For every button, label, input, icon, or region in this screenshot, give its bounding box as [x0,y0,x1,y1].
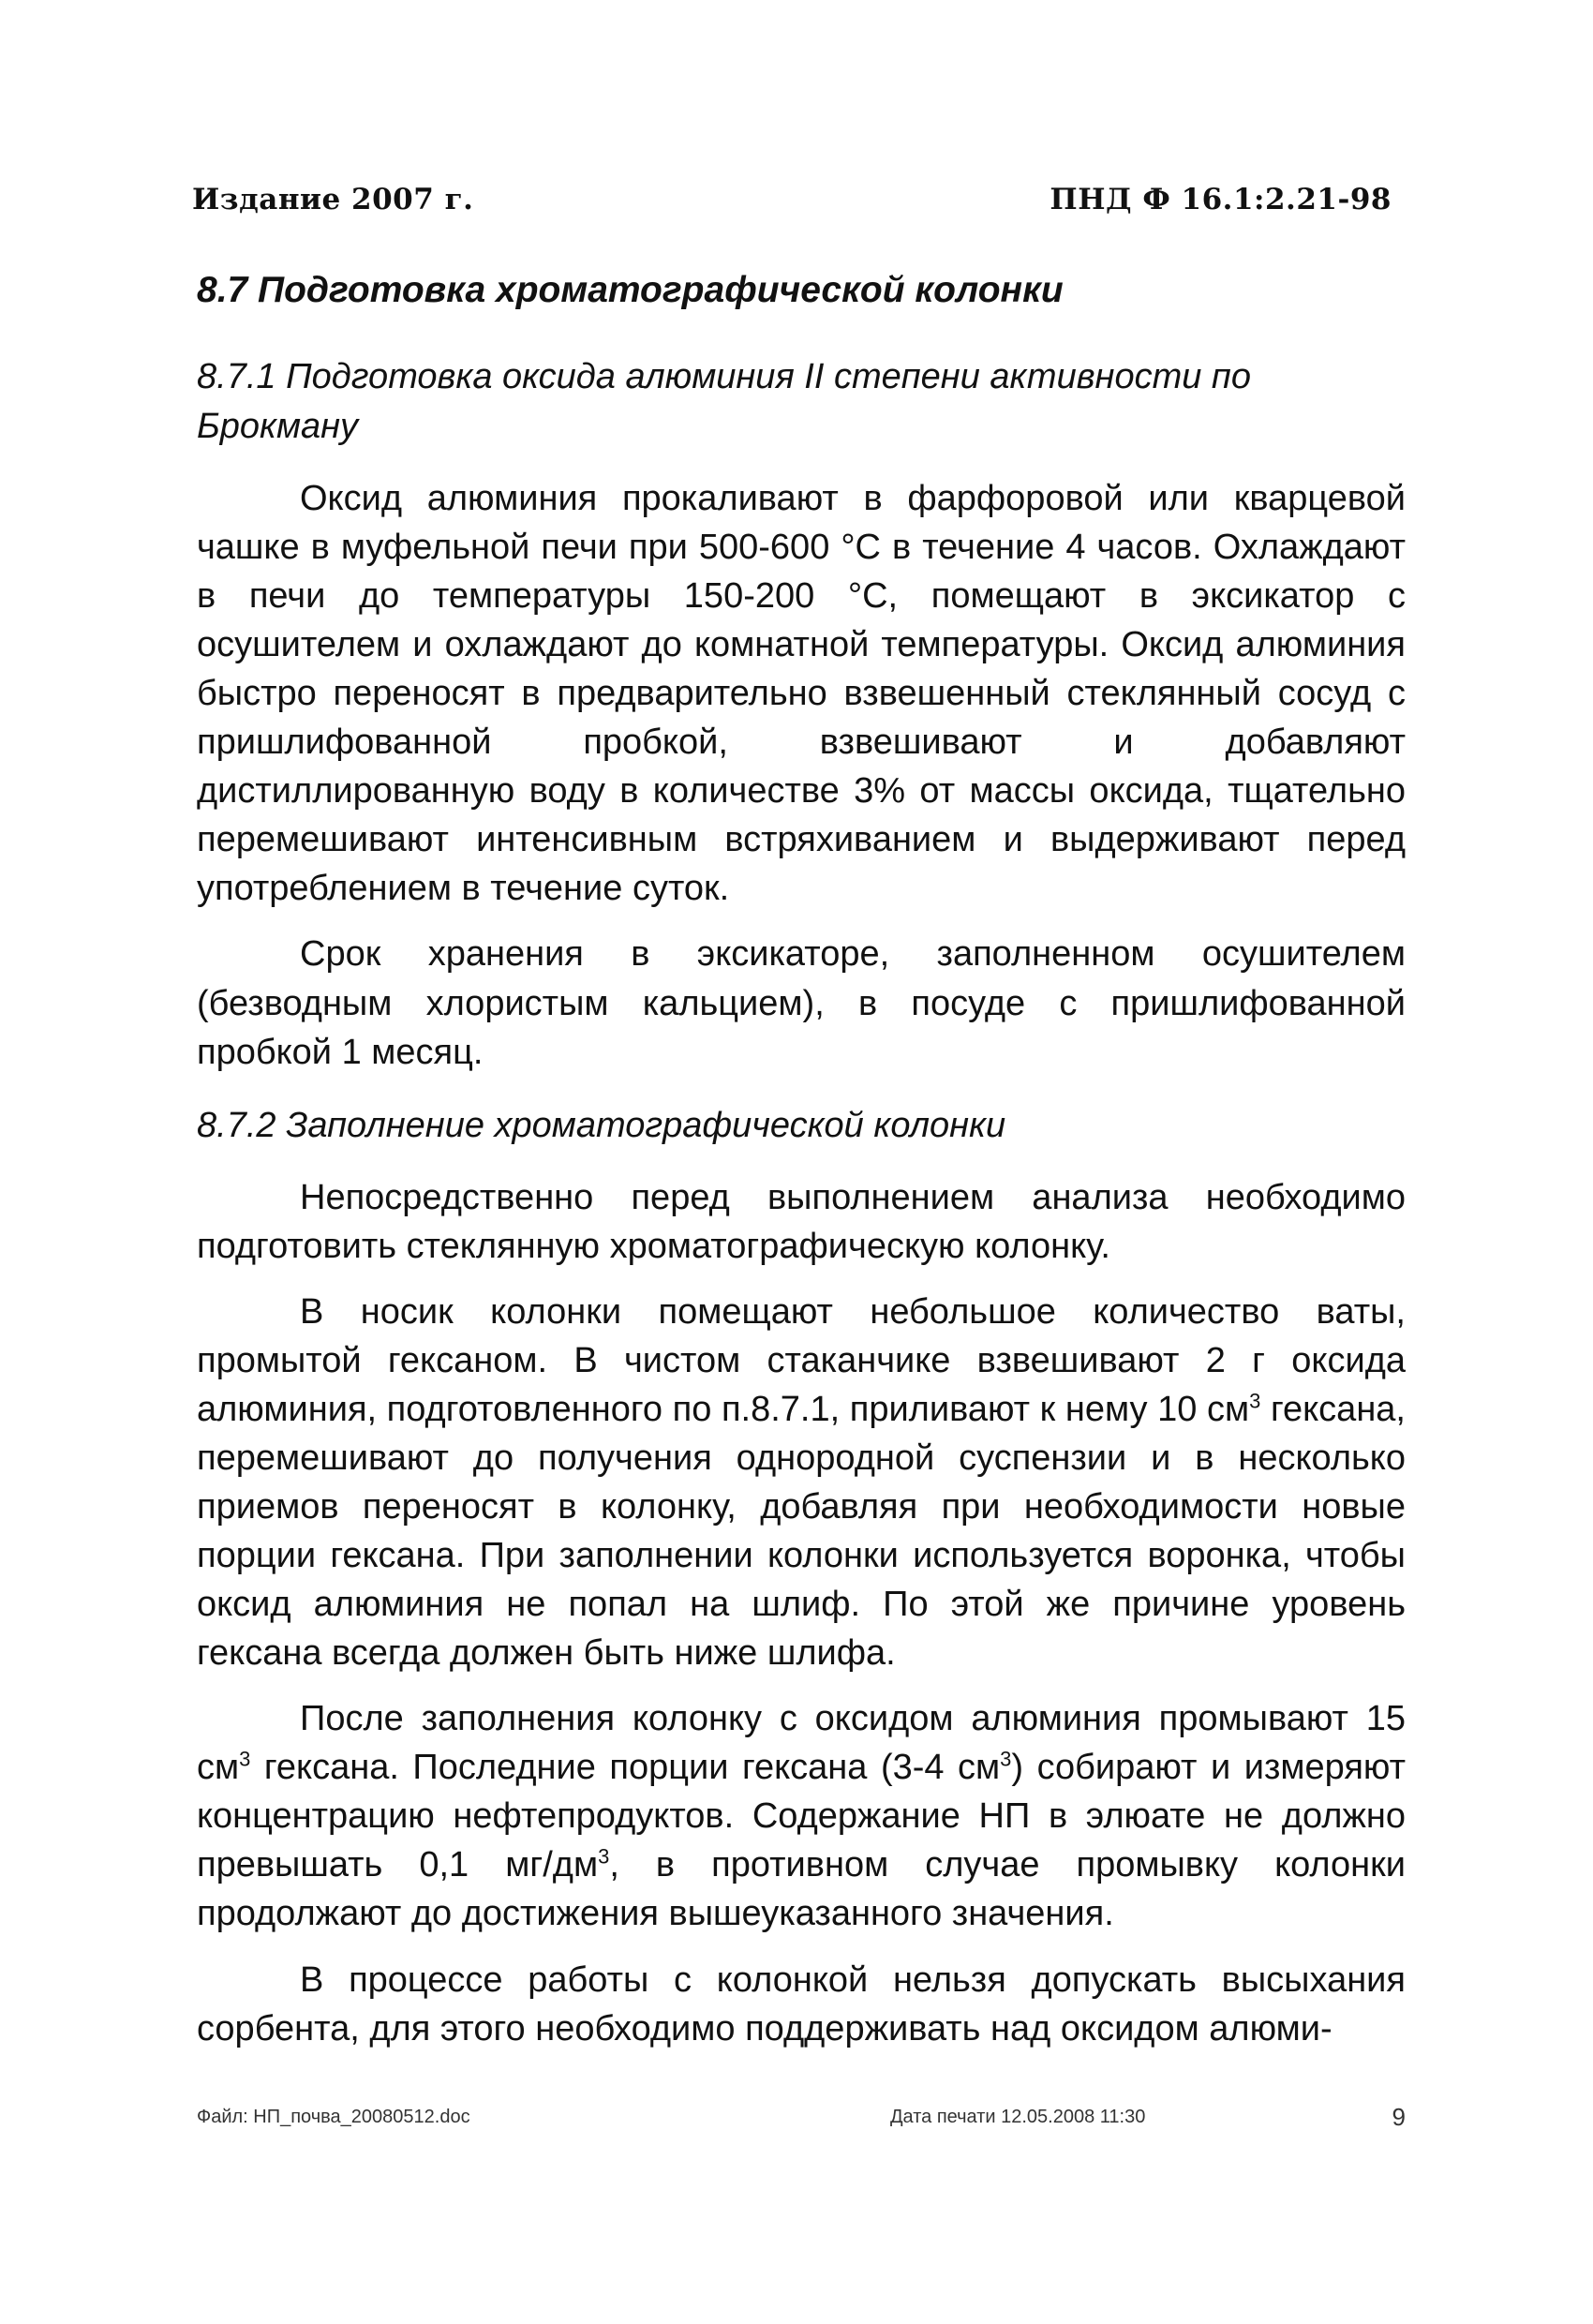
section-title: 8.7 Подготовка хроматографической колонки [197,270,1064,310]
edition-label: Издание 2007 г. [192,183,474,216]
document-code: ПНД Ф 16.1:2.21-98 [1050,183,1392,216]
paragraph: Оксид алюминия прокаливают в фарфоровой или кварцевой чашке в муфельной печи при 500-600 °С в течение 4 часов. Охлаждают в печи до температуры 150-200 °С, помещают в эксикатор с осушителем и охлаждают до комнатной температуры. Оксид алюминия быстро переносят в предварительно взвешенный стеклянный сосуд с пришлифованной пробкой, взвешивают и добавляют дистиллированную воду в количестве 3% от массы оксида, тщательно перемешивают интенсивным встряхиванием и выдерживают перед употреблением в течение суток. [197,479,1406,909]
page-number: 9 [1392,2103,1406,2131]
subsection-title-8-7-2: 8.7.2 Заполнение хроматографической колонки [197,1105,1006,1145]
file-name: Файл: НП_почва_20080512.doc [197,2107,470,2127]
print-date: Дата печати 12.05.2008 11:30 [890,2107,1146,2127]
subsection-title-8-7-1: 8.7.1 Подготовка оксида алюминия II степени активности по Брокману [197,356,1251,446]
paragraph: Непосредственно перед выполнением анализа необходимо подготовить стеклянную хроматографическую колонку. [197,1177,1406,1266]
paragraph: После заполнения колонку с оксидом алюминия промывают 15 $см^3$ гексана. Последние порции гексана (3-4 $см^3$) собирают и измеряют концентрацию нефтепродуктов. Содержание НП в элюате не должно превышать 0,1 $мг/дм^3$, в противном случае промывку колонки продолжают до достижения вышеуказанного значения. [197,1699,1406,1934]
page-header [192,183,1392,216]
paragraph: Срок хранения в эксикаторе, заполненном осушителем (безводным хлористым кальцием), в посуде с пришлифованной пробкой 1 месяц. [197,934,1406,1072]
page-content [197,267,1406,2070]
paragraph: В носик колонки помещают небольшое количество ваты, промытой гексаном. В чистом стаканчике взвешивают 2 г оксида алюминия, подготовленного по п.8.7.1, приливают к нему 10 $см^3$ гексана, перемешивают до получения однородной суспензии и в несколько приемов переносят в колонку, добавляя при необходимости новые порции гексана. При заполнении колонки используется воронка, чтобы оксид алюминия не попал на шлиф. По этой же причине уровень гексана всегда должен быть ниже шлифа. [197,1291,1406,1674]
paragraph: В процессе работы с колонкой нельзя допускать высыхания сорбента, для этого необходимо поддерживать над оксидом алюми- [197,1959,1406,2048]
